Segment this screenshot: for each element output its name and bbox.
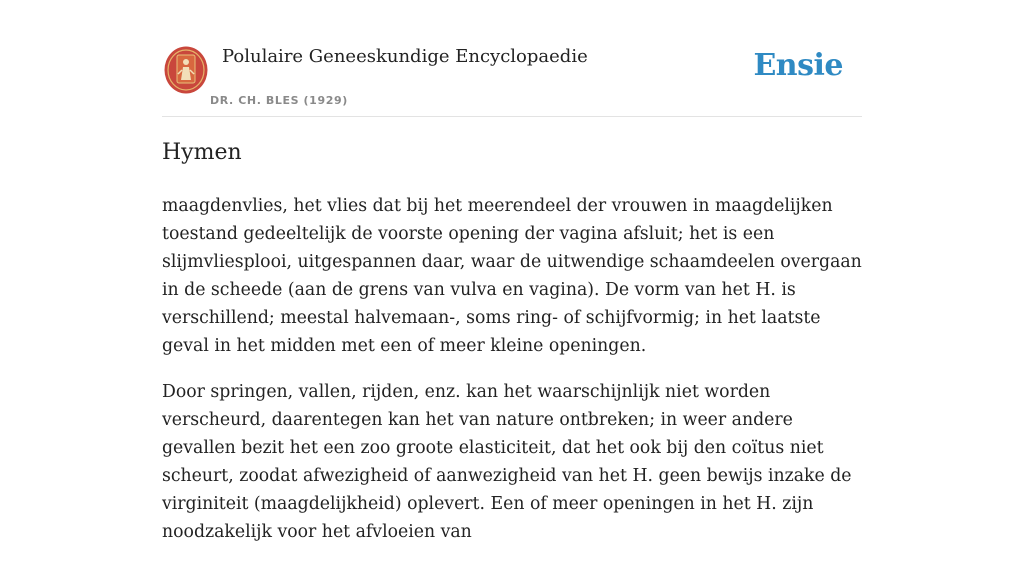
ensie-logo-link[interactable]: Ensie [753, 48, 843, 83]
entry-paragraph-1: maagdenvlies, het vlies dat bij het meerendeel der vrouwen in maagdelijken toestand gedeeltelijk de voorste opening der vagina afsluit; het is een slijmvliesplooi, uitgespannen daar, waar de uitwendige schaamdeelen overgaan in de scheede (aan de grens van vulva en vagina). De vorm van het H. is verschillend; meestal halvemaan-, soms ring- of schijfvormig; in het laatste geval in het midden met een of meer kleine openingen. [162, 196, 862, 356]
book-title[interactable]: Polulaire Geneeskundige Encyclopaedie [222, 46, 588, 67]
header [162, 40, 862, 117]
book-cover-emblem-icon[interactable] [164, 46, 208, 94]
entry-title: Hymen [162, 140, 242, 165]
entry-body [162, 192, 867, 564]
entry-paragraph-2: Door springen, vallen, rijden, enz. kan het waarschijnlijk niet worden verscheurd, daarentegen kan het van nature ontbreken; in weer andere gevallen bezit het een zoo groote elasticiteit, dat het ook bij den coïtus niet scheurt, zoodat afwezigheid of aanwezigheid van het H. geen bewijs inzake de virginiteit (maagdelijkheid) oplevert. Een of meer openingen in het H. zijn noodzakelijk voor het afvloeien van [162, 382, 852, 542]
author-credit: DR. CH. BLES (1929) [210, 94, 348, 107]
